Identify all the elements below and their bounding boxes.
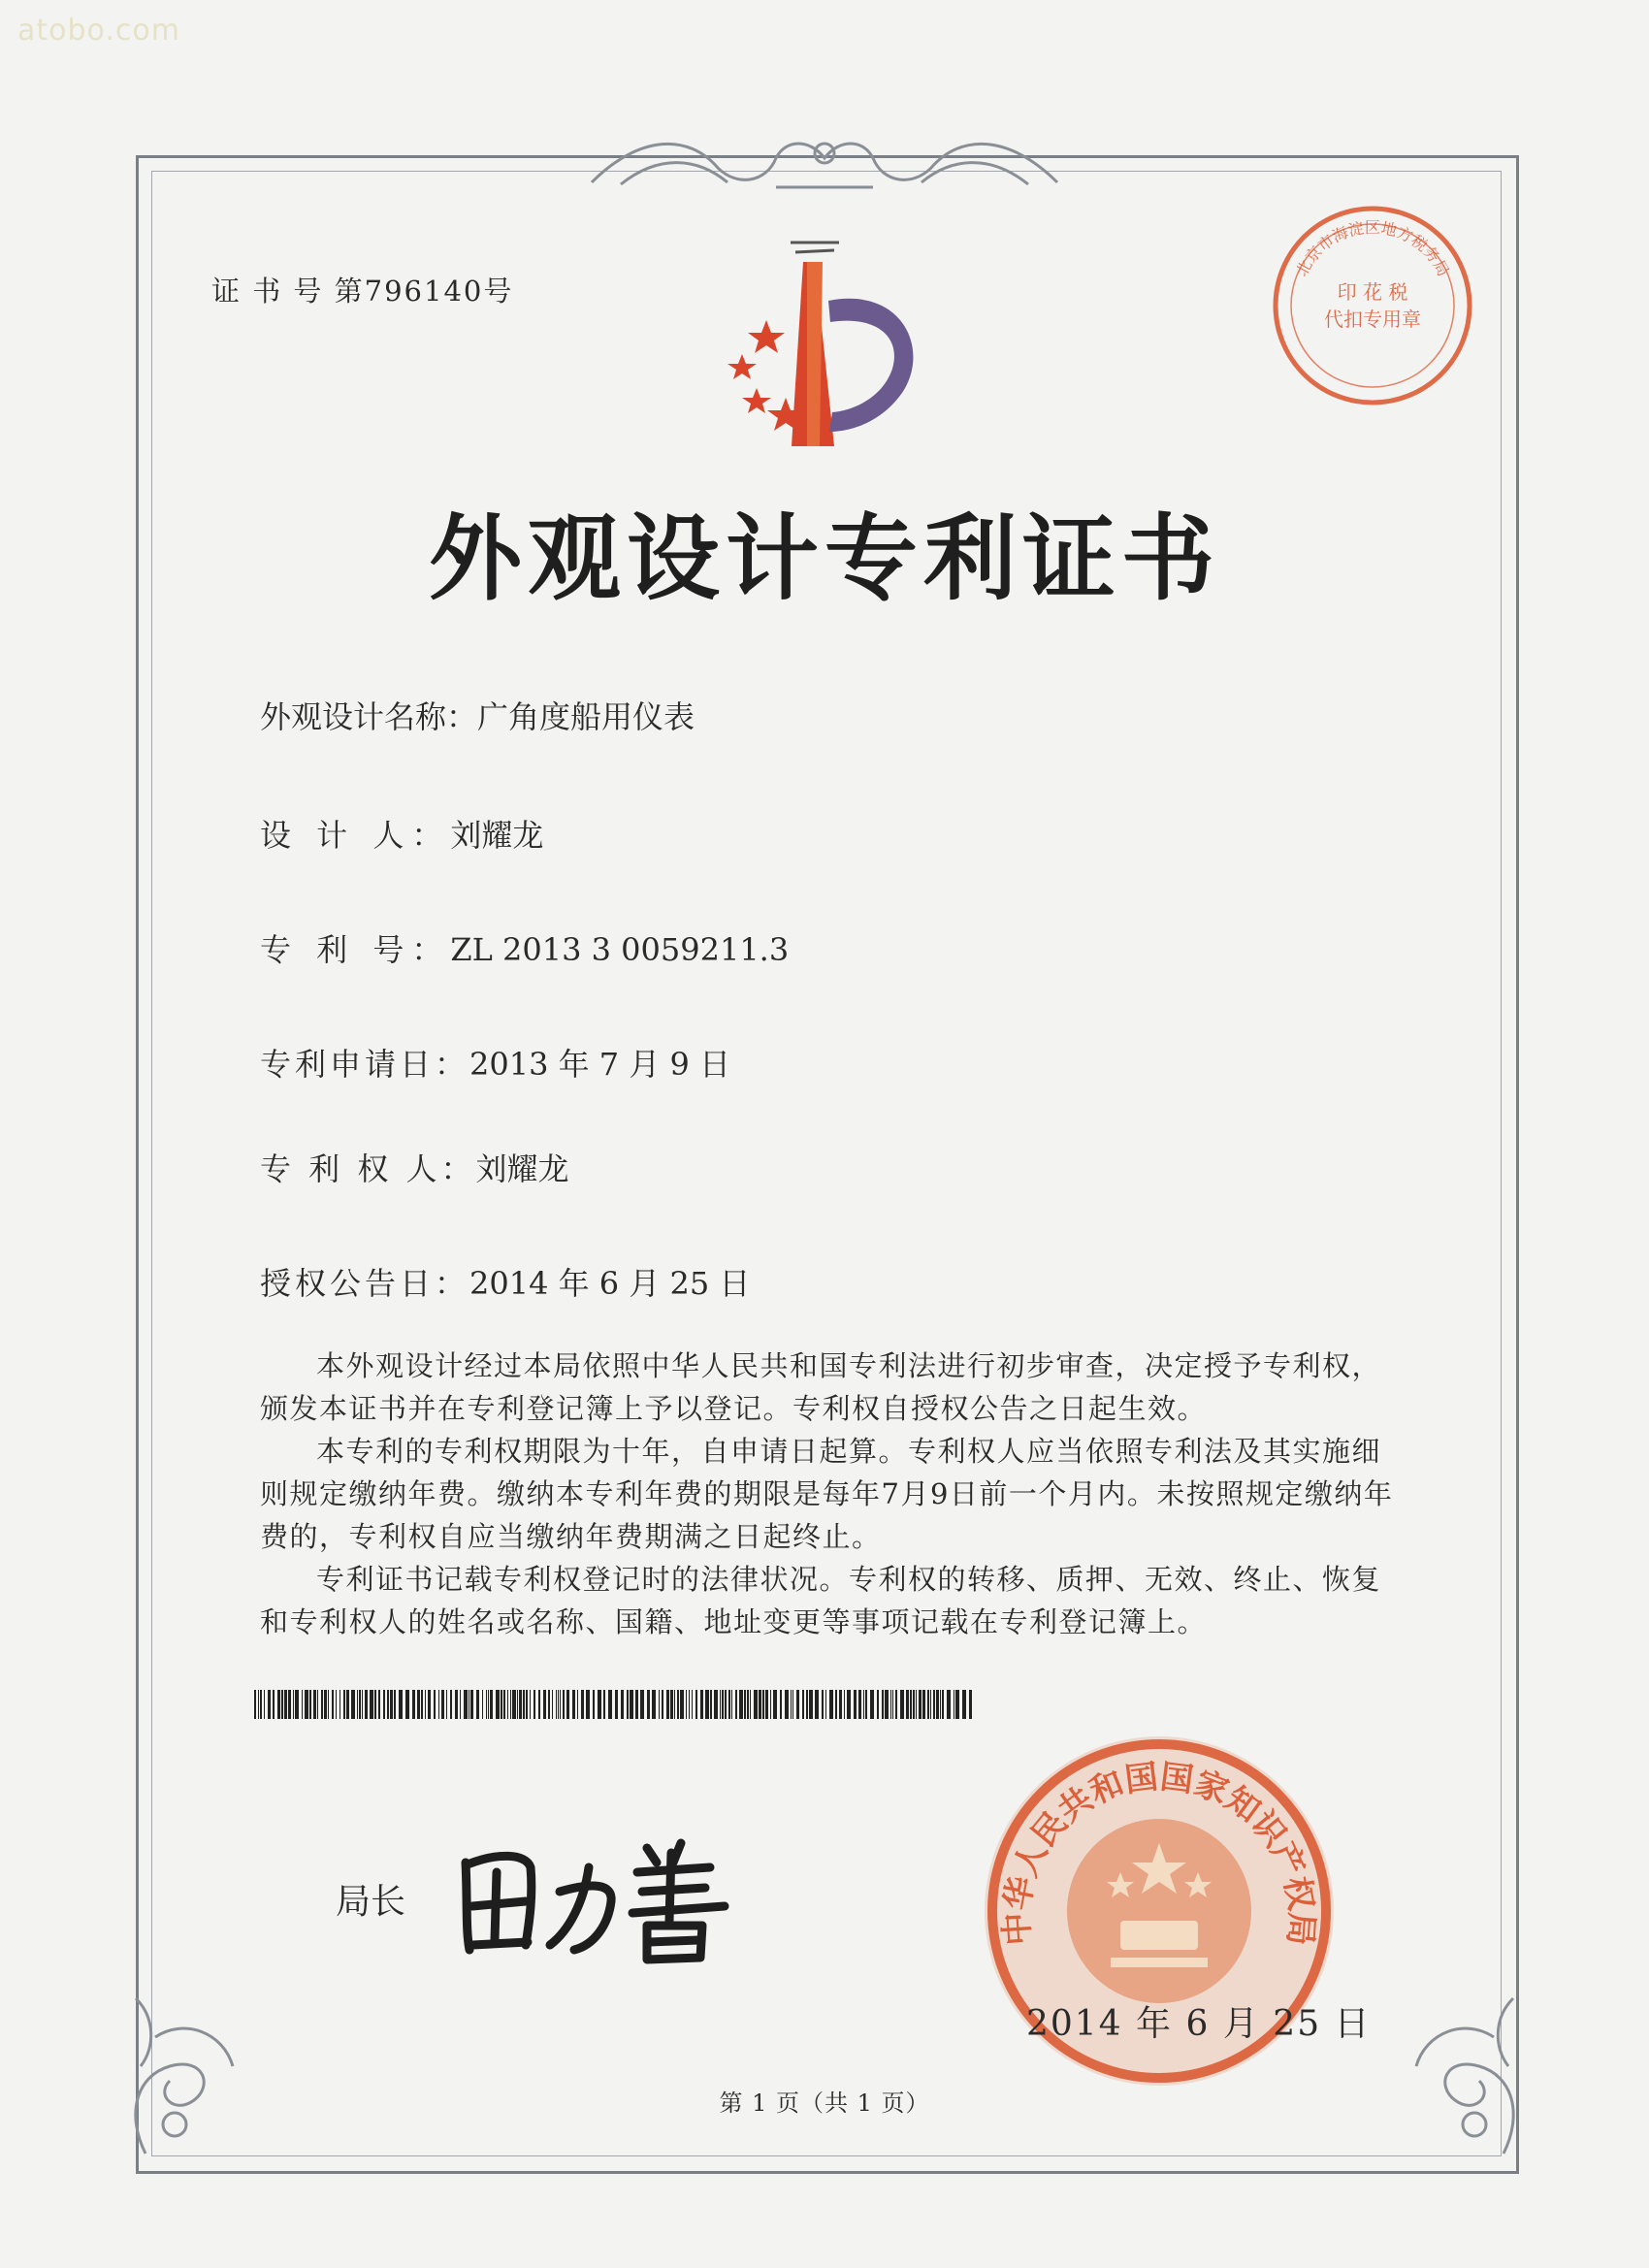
barcode-bar bbox=[378, 1690, 380, 1719]
barcode-bar bbox=[747, 1690, 749, 1719]
barcode bbox=[254, 1690, 977, 1719]
barcode-bar bbox=[916, 1690, 917, 1719]
barcode-bar bbox=[962, 1690, 966, 1719]
barcode-bar bbox=[273, 1690, 275, 1719]
barcode-bar bbox=[412, 1690, 415, 1719]
barcode-bar bbox=[627, 1690, 629, 1719]
barcode-bar bbox=[765, 1690, 768, 1719]
barcode-bar bbox=[728, 1690, 730, 1719]
issue-date: 2014 年 6 月 25 日 bbox=[1026, 2004, 1372, 2044]
barcode-bar bbox=[686, 1690, 687, 1719]
barcode-bar bbox=[530, 1690, 531, 1719]
barcode-bar bbox=[885, 1690, 889, 1719]
barcode-bar bbox=[865, 1690, 867, 1719]
barcode-bar bbox=[284, 1690, 287, 1719]
barcode-bar bbox=[674, 1690, 675, 1719]
barcode-bar bbox=[892, 1690, 893, 1719]
barcode-bar bbox=[512, 1690, 516, 1719]
barcode-bar bbox=[501, 1690, 502, 1719]
barcode-bar bbox=[482, 1690, 483, 1719]
field-value: 刘耀龙 bbox=[475, 1150, 569, 1187]
barcode-bar bbox=[666, 1690, 669, 1719]
barcode-bar bbox=[877, 1690, 879, 1719]
barcode-bar bbox=[785, 1690, 789, 1719]
barcode-bar bbox=[847, 1690, 851, 1719]
barcode-bar bbox=[428, 1690, 431, 1719]
barcode-bar bbox=[806, 1690, 808, 1719]
barcode-bar bbox=[438, 1690, 439, 1719]
barcode-bar bbox=[556, 1690, 557, 1719]
sipo-logo bbox=[698, 233, 951, 466]
barcode-bar bbox=[955, 1690, 959, 1719]
barcode-bar bbox=[689, 1690, 690, 1719]
barcode-bar bbox=[425, 1690, 426, 1719]
field-label: 授权公告日： bbox=[260, 1265, 470, 1302]
barcode-bar bbox=[677, 1690, 679, 1719]
barcode-bar bbox=[662, 1690, 663, 1719]
barcode-bar bbox=[288, 1690, 291, 1719]
barcode-bar bbox=[615, 1690, 618, 1719]
barcode-bar bbox=[796, 1690, 799, 1719]
barcode-bar bbox=[464, 1690, 468, 1719]
watermark: atobo.com bbox=[17, 14, 180, 48]
document-title: 外观设计专利证书 bbox=[429, 503, 1220, 613]
barcode-bar bbox=[324, 1690, 327, 1719]
barcode-bar bbox=[922, 1690, 925, 1719]
field-label: 专 利 号： bbox=[260, 931, 451, 968]
application-date-field bbox=[260, 1040, 730, 1085]
body-paragraph: 本外观设计经过本局依照中华人民共和国专利法进行初步审查，决定授予专利权，颁发本证书并在专利登记簿上予以登记。专利权自授权公告之日起生效。 bbox=[260, 1349, 1382, 1425]
certificate-body bbox=[260, 1345, 1405, 1643]
barcode-bar bbox=[460, 1690, 461, 1719]
barcode-bar bbox=[572, 1690, 575, 1719]
barcode-bar bbox=[538, 1690, 540, 1719]
barcode-bar bbox=[295, 1690, 299, 1719]
barcode-bar bbox=[405, 1690, 409, 1719]
barcode-bar bbox=[383, 1690, 385, 1719]
barcode-bar bbox=[930, 1690, 931, 1719]
barcode-bar bbox=[336, 1690, 337, 1719]
body-paragraph: 专利证书记载专利权登记时的法律状况。专利权的转移、质押、无效、终止、恢复和专利权人的姓名或名称、国籍、地址变更等事项记载在专利登记簿上。 bbox=[260, 1563, 1382, 1638]
barcode-bar bbox=[802, 1690, 804, 1719]
barcode-bar bbox=[906, 1690, 909, 1719]
barcode-bar bbox=[809, 1690, 813, 1719]
barcode-bar bbox=[792, 1690, 793, 1719]
field-label: 设 计 人： bbox=[260, 817, 451, 854]
barcode-bar bbox=[362, 1690, 363, 1719]
barcode-bar bbox=[744, 1690, 746, 1719]
barcode-bar bbox=[488, 1690, 489, 1719]
barcode-bar bbox=[264, 1690, 265, 1719]
barcode-bar bbox=[309, 1690, 311, 1719]
barcode-bar bbox=[563, 1690, 565, 1719]
barcode-bar bbox=[519, 1690, 522, 1719]
barcode-bar bbox=[346, 1690, 349, 1719]
barcode-bar bbox=[260, 1690, 262, 1719]
field-value: 刘耀龙 bbox=[450, 817, 544, 854]
barcode-bar bbox=[313, 1690, 316, 1719]
barcode-bar bbox=[328, 1690, 329, 1719]
barcode-bar bbox=[486, 1690, 487, 1719]
barcode-bar bbox=[692, 1690, 693, 1719]
barcode-bar bbox=[870, 1690, 874, 1719]
barcode-bar bbox=[942, 1690, 944, 1719]
barcode-bar bbox=[268, 1690, 271, 1719]
barcode-bar bbox=[543, 1690, 546, 1719]
barcode-bar bbox=[387, 1690, 389, 1719]
bottom-right-ornament bbox=[1377, 1979, 1533, 2163]
barcode-bar bbox=[490, 1690, 493, 1719]
barcode-bar bbox=[293, 1690, 294, 1719]
barcode-bar bbox=[750, 1690, 751, 1719]
design-name-field bbox=[260, 693, 695, 737]
bottom-left-ornament bbox=[116, 1979, 272, 2163]
barcode-bar bbox=[659, 1690, 660, 1719]
barcode-bar bbox=[510, 1690, 511, 1719]
body-paragraph: 本专利的专利权期限为十年，自申请日起算。专利权人应当依照专利法及其实施细则规定缴纳年费。缴纳本专利年费的期限是每年7月9日前一个月内。未按照规定缴纳年费的，专利权自应当缴纳年费期满之日起终止。 bbox=[260, 1435, 1394, 1553]
barcode-bar bbox=[421, 1690, 423, 1719]
barcode-bar bbox=[936, 1690, 939, 1719]
barcode-bar bbox=[940, 1690, 941, 1719]
barcode-bar bbox=[927, 1690, 929, 1719]
barcode-bar bbox=[919, 1690, 922, 1719]
barcode-bar bbox=[470, 1690, 473, 1719]
field-label: 专利申请日： bbox=[260, 1046, 470, 1083]
barcode-bar bbox=[455, 1690, 458, 1719]
designer-field bbox=[260, 811, 543, 856]
patentee-field bbox=[260, 1145, 569, 1189]
barcode-bar bbox=[503, 1690, 505, 1719]
barcode-bar bbox=[835, 1690, 837, 1719]
barcode-bar bbox=[635, 1690, 638, 1719]
barcode-bar bbox=[343, 1690, 345, 1719]
barcode-bar bbox=[394, 1690, 396, 1719]
barcode-bar bbox=[770, 1690, 771, 1719]
field-label: 外观设计名称： bbox=[260, 698, 478, 735]
barcode-bar bbox=[714, 1690, 718, 1719]
barcode-bar bbox=[839, 1690, 842, 1719]
barcode-bar bbox=[858, 1690, 861, 1719]
barcode-bar bbox=[390, 1690, 393, 1719]
barcode-bar bbox=[558, 1690, 559, 1719]
barcode-bar bbox=[890, 1690, 891, 1719]
barcode-bar bbox=[321, 1690, 323, 1719]
barcode-bar bbox=[581, 1690, 584, 1719]
barcode-bar bbox=[450, 1690, 452, 1719]
barcode-bar bbox=[825, 1690, 826, 1719]
barcode-bar bbox=[534, 1690, 535, 1719]
barcode-bar bbox=[446, 1690, 447, 1719]
patent-number-field bbox=[260, 925, 789, 970]
barcode-bar bbox=[566, 1690, 569, 1719]
barcode-bar bbox=[863, 1690, 864, 1719]
grant-announcement-date-field bbox=[260, 1259, 750, 1304]
director-label: 局长 bbox=[336, 1882, 406, 1922]
barcode-bar bbox=[476, 1690, 479, 1719]
barcode-bar bbox=[441, 1690, 444, 1719]
barcode-bar bbox=[548, 1690, 550, 1719]
barcode-bar bbox=[552, 1690, 553, 1719]
barcode-bar bbox=[739, 1690, 743, 1719]
svg-text:印 花 税: 印 花 税 bbox=[1337, 280, 1408, 304]
barcode-bar bbox=[895, 1690, 897, 1719]
barcode-bar bbox=[731, 1690, 732, 1719]
barcode-bar bbox=[598, 1690, 601, 1719]
barcode-bar bbox=[417, 1690, 420, 1719]
barcode-bar bbox=[621, 1690, 624, 1719]
field-label: 专 利 权 人： bbox=[260, 1150, 476, 1187]
barcode-bar bbox=[670, 1690, 673, 1719]
barcode-bar bbox=[759, 1690, 761, 1719]
barcode-bar bbox=[365, 1690, 368, 1719]
barcode-bar bbox=[829, 1690, 833, 1719]
director-signature bbox=[448, 1824, 759, 1969]
barcode-bar bbox=[762, 1690, 764, 1719]
tax-stamp-seal bbox=[1261, 194, 1484, 417]
barcode-bar bbox=[517, 1690, 518, 1719]
field-value: 广角度船用仪表 bbox=[477, 698, 695, 735]
barcode-bar bbox=[652, 1690, 656, 1719]
barcode-bar bbox=[969, 1690, 972, 1719]
barcode-bar bbox=[844, 1690, 845, 1719]
barcode-bar bbox=[822, 1690, 824, 1719]
svg-text:代扣专用章: 代扣专用章 bbox=[1324, 308, 1421, 331]
barcode-bar bbox=[305, 1690, 308, 1719]
barcode-bar bbox=[854, 1690, 857, 1719]
barcode-bar bbox=[507, 1690, 508, 1719]
barcode-bar bbox=[695, 1690, 697, 1719]
barcode-bar bbox=[640, 1690, 644, 1719]
barcode-bar bbox=[791, 1690, 792, 1719]
barcode-bar bbox=[735, 1690, 737, 1719]
barcode-bar bbox=[710, 1690, 712, 1719]
barcode-bar bbox=[370, 1690, 373, 1719]
barcode-bar bbox=[947, 1690, 951, 1719]
barcode-bar bbox=[603, 1690, 605, 1719]
barcode-bar bbox=[317, 1690, 318, 1719]
barcode-bar bbox=[496, 1690, 500, 1719]
barcode-bar bbox=[359, 1690, 361, 1719]
barcode-bar bbox=[374, 1690, 376, 1719]
barcode-bar bbox=[586, 1690, 590, 1719]
barcode-bar bbox=[815, 1690, 819, 1719]
barcode-bar bbox=[351, 1690, 355, 1719]
barcode-bar bbox=[577, 1690, 578, 1719]
barcode-bar bbox=[720, 1690, 721, 1719]
barcode-bar bbox=[913, 1690, 915, 1719]
barcode-bar bbox=[725, 1690, 727, 1719]
barcode-bar bbox=[608, 1690, 612, 1719]
barcode-bar bbox=[434, 1690, 436, 1719]
barcode-bar bbox=[258, 1690, 259, 1719]
barcode-bar bbox=[357, 1690, 358, 1719]
barcode-bar bbox=[332, 1690, 334, 1719]
page-number: 第 1 页（共 1 页） bbox=[719, 2090, 930, 2117]
barcode-bar bbox=[773, 1690, 777, 1719]
field-value: 2013 年 7 月 9 日 bbox=[469, 1046, 731, 1083]
barcode-bar bbox=[754, 1690, 758, 1719]
barcode-bar bbox=[933, 1690, 935, 1719]
barcode-bar bbox=[630, 1690, 633, 1719]
field-value: ZL 2013 3 0059211.3 bbox=[450, 931, 790, 968]
field-value: 2014 年 6 月 25 日 bbox=[469, 1265, 751, 1302]
certificate-number: 证 书 号 第796140号 bbox=[211, 275, 514, 308]
barcode-bar bbox=[647, 1690, 650, 1719]
barcode-bar bbox=[302, 1690, 303, 1719]
barcode-bar bbox=[281, 1690, 283, 1719]
barcode-bar bbox=[680, 1690, 684, 1719]
barcode-bar bbox=[523, 1690, 525, 1719]
barcode-bar bbox=[705, 1690, 709, 1719]
barcode-bar bbox=[593, 1690, 595, 1719]
barcode-bar bbox=[277, 1690, 280, 1719]
barcode-bar bbox=[560, 1690, 561, 1719]
seal-text: 中华人民共和国国家知识产权局 bbox=[997, 1757, 1321, 1947]
barcode-bar bbox=[700, 1690, 703, 1719]
barcode-bar bbox=[722, 1690, 724, 1719]
barcode-bar bbox=[900, 1690, 904, 1719]
svg-text:北京市海淀区地方税务局: 北京市海淀区地方税务局 bbox=[1292, 218, 1453, 279]
barcode-bar bbox=[882, 1690, 884, 1719]
barcode-bar bbox=[254, 1690, 256, 1719]
barcode-bar bbox=[526, 1690, 528, 1719]
top-ornament bbox=[582, 114, 1067, 202]
barcode-bar bbox=[910, 1690, 912, 1719]
barcode-bar bbox=[399, 1690, 403, 1719]
barcode-bar bbox=[780, 1690, 782, 1719]
